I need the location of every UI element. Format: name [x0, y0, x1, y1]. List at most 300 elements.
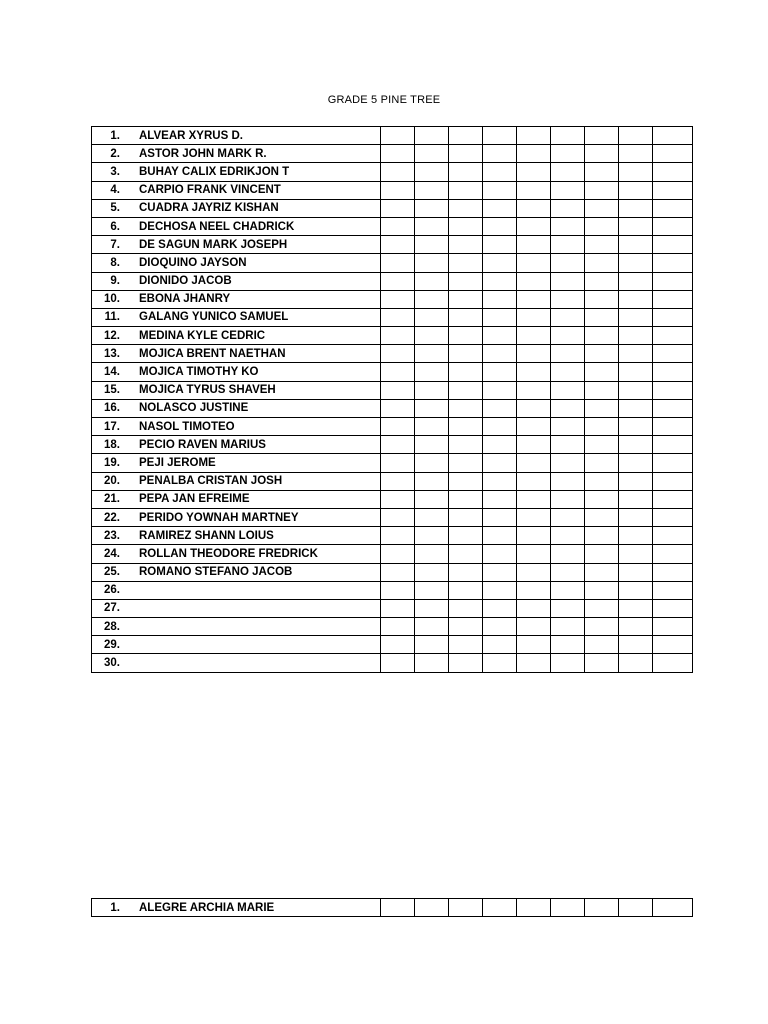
- mark-cell[interactable]: [449, 508, 483, 526]
- mark-cell[interactable]: [483, 436, 517, 454]
- mark-cell[interactable]: [619, 345, 653, 363]
- mark-cell[interactable]: [483, 381, 517, 399]
- mark-cell[interactable]: [449, 327, 483, 345]
- mark-cell[interactable]: [381, 290, 415, 308]
- mark-cell[interactable]: [619, 418, 653, 436]
- mark-cell[interactable]: [381, 345, 415, 363]
- mark-cell[interactable]: [415, 618, 449, 636]
- mark-cell[interactable]: [381, 527, 415, 545]
- mark-cell[interactable]: [585, 654, 619, 672]
- mark-cell[interactable]: [517, 272, 551, 290]
- mark-cell[interactable]: [415, 899, 449, 917]
- mark-cell[interactable]: [653, 527, 693, 545]
- student-name-cell: [92, 217, 381, 235]
- mark-cell[interactable]: [381, 363, 415, 381]
- mark-cell[interactable]: [585, 272, 619, 290]
- mark-cell[interactable]: [483, 472, 517, 490]
- row-number: 9.: [110, 275, 120, 288]
- mark-cell[interactable]: [449, 127, 483, 145]
- mark-cell[interactable]: [415, 199, 449, 217]
- mark-cell[interactable]: [483, 163, 517, 181]
- mark-cell[interactable]: [483, 654, 517, 672]
- mark-cell[interactable]: [619, 563, 653, 581]
- mark-cell[interactable]: [381, 308, 415, 326]
- mark-cell[interactable]: [653, 581, 693, 599]
- table-row: [92, 418, 693, 436]
- mark-cell[interactable]: [619, 636, 653, 654]
- mark-cell[interactable]: [483, 618, 517, 636]
- mark-cell[interactable]: [585, 308, 619, 326]
- mark-cell[interactable]: [449, 545, 483, 563]
- mark-cell[interactable]: [551, 127, 585, 145]
- mark-cell[interactable]: [415, 272, 449, 290]
- mark-cell[interactable]: [585, 472, 619, 490]
- mark-cell[interactable]: [483, 217, 517, 235]
- mark-cell[interactable]: [381, 381, 415, 399]
- mark-cell[interactable]: [381, 327, 415, 345]
- mark-cell[interactable]: [551, 618, 585, 636]
- mark-cell[interactable]: [585, 899, 619, 917]
- mark-cell[interactable]: [483, 236, 517, 254]
- mark-cell[interactable]: [585, 508, 619, 526]
- mark-cell[interactable]: [585, 599, 619, 617]
- mark-cell[interactable]: [619, 163, 653, 181]
- row-number: 24.: [104, 547, 120, 560]
- mark-cell[interactable]: [415, 472, 449, 490]
- mark-cell[interactable]: [551, 163, 585, 181]
- mark-cell[interactable]: [415, 308, 449, 326]
- mark-cell[interactable]: [551, 527, 585, 545]
- mark-cell[interactable]: [585, 363, 619, 381]
- mark-cell[interactable]: [551, 418, 585, 436]
- mark-cell[interactable]: [619, 581, 653, 599]
- mark-cell[interactable]: [517, 327, 551, 345]
- mark-cell[interactable]: [381, 581, 415, 599]
- mark-cell[interactable]: [483, 899, 517, 917]
- mark-cell[interactable]: [483, 308, 517, 326]
- mark-cell[interactable]: [551, 581, 585, 599]
- mark-cell[interactable]: [585, 418, 619, 436]
- mark-cell[interactable]: [483, 345, 517, 363]
- mark-cell[interactable]: [381, 127, 415, 145]
- student-name: GALANG YUNICO SAMUEL: [139, 311, 289, 324]
- mark-cell[interactable]: [551, 290, 585, 308]
- mark-cell[interactable]: [415, 254, 449, 272]
- mark-cell[interactable]: [415, 454, 449, 472]
- mark-cell[interactable]: [585, 327, 619, 345]
- mark-cell[interactable]: [517, 454, 551, 472]
- mark-cell[interactable]: [551, 654, 585, 672]
- mark-cell[interactable]: [619, 436, 653, 454]
- mark-cell[interactable]: [619, 490, 653, 508]
- mark-cell[interactable]: [551, 454, 585, 472]
- table-row: [92, 508, 693, 526]
- mark-cell[interactable]: [517, 545, 551, 563]
- mark-cell[interactable]: [449, 199, 483, 217]
- mark-cell[interactable]: [517, 199, 551, 217]
- mark-cell[interactable]: [585, 563, 619, 581]
- mark-cell[interactable]: [551, 145, 585, 163]
- mark-cell[interactable]: [585, 254, 619, 272]
- mark-cell[interactable]: [381, 454, 415, 472]
- mark-cell[interactable]: [619, 618, 653, 636]
- mark-cell[interactable]: [517, 181, 551, 199]
- mark-cell[interactable]: [585, 163, 619, 181]
- mark-cell[interactable]: [449, 490, 483, 508]
- mark-cell[interactable]: [415, 654, 449, 672]
- mark-cell[interactable]: [517, 618, 551, 636]
- mark-cell[interactable]: [653, 236, 693, 254]
- mark-cell[interactable]: [653, 454, 693, 472]
- mark-cell[interactable]: [483, 599, 517, 617]
- mark-cell[interactable]: [415, 163, 449, 181]
- mark-cell[interactable]: [517, 308, 551, 326]
- mark-cell[interactable]: [619, 181, 653, 199]
- table-row: [92, 399, 693, 417]
- mark-cell[interactable]: [653, 599, 693, 617]
- mark-cell[interactable]: [585, 127, 619, 145]
- mark-cell[interactable]: [585, 181, 619, 199]
- mark-cell[interactable]: [381, 599, 415, 617]
- table-row: [92, 581, 693, 599]
- mark-cell[interactable]: [483, 272, 517, 290]
- mark-cell[interactable]: [551, 636, 585, 654]
- mark-cell[interactable]: [551, 599, 585, 617]
- student-name-cell: [92, 563, 381, 581]
- mark-cell[interactable]: [619, 236, 653, 254]
- mark-cell[interactable]: [415, 327, 449, 345]
- mark-cell[interactable]: [551, 472, 585, 490]
- row-number: 5.: [110, 202, 120, 215]
- mark-cell[interactable]: [653, 217, 693, 235]
- mark-cell[interactable]: [449, 145, 483, 163]
- mark-cell[interactable]: [381, 181, 415, 199]
- mark-cell[interactable]: [517, 290, 551, 308]
- mark-cell[interactable]: [585, 290, 619, 308]
- mark-cell[interactable]: [619, 145, 653, 163]
- mark-cell[interactable]: [653, 199, 693, 217]
- mark-cell[interactable]: [415, 345, 449, 363]
- mark-cell[interactable]: [585, 436, 619, 454]
- mark-cell[interactable]: [653, 899, 693, 917]
- mark-cell[interactable]: [517, 599, 551, 617]
- mark-cell[interactable]: [483, 145, 517, 163]
- mark-cell[interactable]: [653, 127, 693, 145]
- mark-cell[interactable]: [381, 899, 415, 917]
- mark-cell[interactable]: [483, 636, 517, 654]
- table-row: [92, 490, 693, 508]
- mark-cell[interactable]: [415, 563, 449, 581]
- mark-cell[interactable]: [381, 618, 415, 636]
- mark-cell[interactable]: [619, 327, 653, 345]
- mark-cell[interactable]: [381, 418, 415, 436]
- mark-cell[interactable]: [653, 345, 693, 363]
- mark-cell[interactable]: [449, 290, 483, 308]
- mark-cell[interactable]: [619, 199, 653, 217]
- mark-cell[interactable]: [551, 272, 585, 290]
- mark-cell[interactable]: [551, 199, 585, 217]
- mark-cell[interactable]: [585, 454, 619, 472]
- mark-cell[interactable]: [483, 363, 517, 381]
- mark-cell[interactable]: [551, 563, 585, 581]
- mark-cell[interactable]: [381, 636, 415, 654]
- row-number: 29.: [104, 638, 120, 651]
- student-name-cell: [92, 490, 381, 508]
- mark-cell[interactable]: [381, 563, 415, 581]
- student-name-cell: [92, 899, 381, 917]
- mark-cell[interactable]: [381, 654, 415, 672]
- mark-cell[interactable]: [517, 217, 551, 235]
- mark-cell[interactable]: [653, 327, 693, 345]
- mark-cell[interactable]: [619, 290, 653, 308]
- mark-cell[interactable]: [449, 254, 483, 272]
- student-name-cell: [92, 363, 381, 381]
- mark-cell[interactable]: [449, 181, 483, 199]
- mark-cell[interactable]: [551, 508, 585, 526]
- mark-cell[interactable]: [483, 454, 517, 472]
- mark-cell[interactable]: [653, 654, 693, 672]
- mark-cell[interactable]: [517, 381, 551, 399]
- mark-cell[interactable]: [415, 418, 449, 436]
- mark-cell[interactable]: [517, 581, 551, 599]
- mark-cell[interactable]: [381, 490, 415, 508]
- mark-cell[interactable]: [483, 490, 517, 508]
- mark-cell[interactable]: [517, 654, 551, 672]
- mark-cell[interactable]: [449, 563, 483, 581]
- mark-cell[interactable]: [449, 399, 483, 417]
- mark-cell[interactable]: [619, 217, 653, 235]
- mark-cell[interactable]: [551, 399, 585, 417]
- mark-cell[interactable]: [585, 399, 619, 417]
- mark-cell[interactable]: [483, 181, 517, 199]
- mark-cell[interactable]: [619, 899, 653, 917]
- mark-cell[interactable]: [517, 490, 551, 508]
- mark-cell[interactable]: [517, 254, 551, 272]
- mark-cell[interactable]: [653, 163, 693, 181]
- mark-cell[interactable]: [483, 527, 517, 545]
- mark-cell[interactable]: [415, 217, 449, 235]
- mark-cell[interactable]: [381, 545, 415, 563]
- mark-cell[interactable]: [415, 490, 449, 508]
- mark-cell[interactable]: [483, 563, 517, 581]
- mark-cell[interactable]: [619, 381, 653, 399]
- mark-cell[interactable]: [619, 472, 653, 490]
- mark-cell[interactable]: [415, 508, 449, 526]
- mark-cell[interactable]: [517, 345, 551, 363]
- mark-cell[interactable]: [517, 163, 551, 181]
- mark-cell[interactable]: [483, 199, 517, 217]
- mark-cell[interactable]: [653, 436, 693, 454]
- mark-cell[interactable]: [585, 236, 619, 254]
- mark-cell[interactable]: [381, 236, 415, 254]
- mark-cell[interactable]: [551, 308, 585, 326]
- mark-cell[interactable]: [415, 145, 449, 163]
- mark-cell[interactable]: [551, 545, 585, 563]
- table-row: [92, 436, 693, 454]
- mark-cell[interactable]: [415, 527, 449, 545]
- mark-cell[interactable]: [415, 636, 449, 654]
- mark-cell[interactable]: [619, 599, 653, 617]
- mark-cell[interactable]: [517, 436, 551, 454]
- mark-cell[interactable]: [415, 127, 449, 145]
- mark-cell[interactable]: [619, 508, 653, 526]
- mark-cell[interactable]: [619, 254, 653, 272]
- mark-cell[interactable]: [619, 399, 653, 417]
- mark-cell[interactable]: [381, 399, 415, 417]
- mark-cell[interactable]: [653, 381, 693, 399]
- mark-cell[interactable]: [517, 472, 551, 490]
- row-number: 30.: [104, 657, 120, 670]
- mark-cell[interactable]: [653, 618, 693, 636]
- mark-cell[interactable]: [517, 636, 551, 654]
- mark-cell[interactable]: [551, 254, 585, 272]
- mark-cell[interactable]: [585, 381, 619, 399]
- mark-cell[interactable]: [449, 636, 483, 654]
- mark-cell[interactable]: [653, 418, 693, 436]
- mark-cell[interactable]: [585, 545, 619, 563]
- mark-cell[interactable]: [653, 272, 693, 290]
- mark-cell[interactable]: [449, 381, 483, 399]
- mark-cell[interactable]: [449, 272, 483, 290]
- mark-cell[interactable]: [551, 436, 585, 454]
- mark-cell[interactable]: [653, 290, 693, 308]
- mark-cell[interactable]: [483, 290, 517, 308]
- student-name-cell: [92, 381, 381, 399]
- mark-cell[interactable]: [551, 490, 585, 508]
- mark-cell[interactable]: [449, 217, 483, 235]
- mark-cell[interactable]: [551, 363, 585, 381]
- mark-cell[interactable]: [619, 308, 653, 326]
- mark-cell[interactable]: [517, 508, 551, 526]
- table-row: [92, 345, 693, 363]
- mark-cell[interactable]: [653, 254, 693, 272]
- mark-cell[interactable]: [585, 199, 619, 217]
- mark-cell[interactable]: [449, 472, 483, 490]
- mark-cell[interactable]: [381, 508, 415, 526]
- mark-cell[interactable]: [585, 490, 619, 508]
- mark-cell[interactable]: [653, 508, 693, 526]
- mark-cell[interactable]: [653, 545, 693, 563]
- mark-cell[interactable]: [415, 381, 449, 399]
- row-number: 18.: [104, 438, 120, 451]
- mark-cell[interactable]: [483, 127, 517, 145]
- mark-cell[interactable]: [381, 145, 415, 163]
- mark-cell[interactable]: [449, 527, 483, 545]
- mark-cell[interactable]: [653, 563, 693, 581]
- mark-cell[interactable]: [517, 127, 551, 145]
- mark-cell[interactable]: [551, 236, 585, 254]
- mark-cell[interactable]: [449, 308, 483, 326]
- mark-cell[interactable]: [415, 436, 449, 454]
- mark-cell[interactable]: [381, 199, 415, 217]
- mark-cell[interactable]: [483, 545, 517, 563]
- mark-cell[interactable]: [415, 363, 449, 381]
- mark-cell[interactable]: [619, 272, 653, 290]
- mark-cell[interactable]: [551, 217, 585, 235]
- mark-cell[interactable]: [381, 217, 415, 235]
- mark-cell[interactable]: [449, 899, 483, 917]
- mark-cell[interactable]: [449, 618, 483, 636]
- mark-cell[interactable]: [381, 436, 415, 454]
- mark-cell[interactable]: [619, 127, 653, 145]
- mark-cell[interactable]: [415, 290, 449, 308]
- mark-cell[interactable]: [381, 163, 415, 181]
- mark-cell[interactable]: [619, 454, 653, 472]
- mark-cell[interactable]: [585, 145, 619, 163]
- mark-cell[interactable]: [551, 181, 585, 199]
- mark-cell[interactable]: [517, 145, 551, 163]
- mark-cell[interactable]: [653, 636, 693, 654]
- mark-cell[interactable]: [585, 636, 619, 654]
- mark-cell[interactable]: [449, 363, 483, 381]
- mark-cell[interactable]: [619, 654, 653, 672]
- mark-cell[interactable]: [449, 599, 483, 617]
- mark-cell[interactable]: [483, 418, 517, 436]
- mark-cell[interactable]: [517, 418, 551, 436]
- mark-cell[interactable]: [551, 345, 585, 363]
- mark-cell[interactable]: [585, 618, 619, 636]
- mark-cell[interactable]: [483, 399, 517, 417]
- mark-cell[interactable]: [653, 490, 693, 508]
- mark-cell[interactable]: [449, 581, 483, 599]
- mark-cell[interactable]: [483, 581, 517, 599]
- mark-cell[interactable]: [585, 217, 619, 235]
- mark-cell[interactable]: [653, 399, 693, 417]
- mark-cell[interactable]: [517, 527, 551, 545]
- mark-cell[interactable]: [653, 145, 693, 163]
- mark-cell[interactable]: [619, 527, 653, 545]
- mark-cell[interactable]: [449, 236, 483, 254]
- mark-cell[interactable]: [585, 527, 619, 545]
- mark-cell[interactable]: [517, 563, 551, 581]
- mark-cell[interactable]: [619, 545, 653, 563]
- mark-cell[interactable]: [653, 308, 693, 326]
- mark-cell[interactable]: [415, 581, 449, 599]
- mark-cell[interactable]: [585, 345, 619, 363]
- mark-cell[interactable]: [381, 254, 415, 272]
- mark-cell[interactable]: [415, 181, 449, 199]
- mark-cell[interactable]: [551, 899, 585, 917]
- mark-cell[interactable]: [381, 272, 415, 290]
- mark-cell[interactable]: [517, 236, 551, 254]
- mark-cell[interactable]: [483, 508, 517, 526]
- mark-cell[interactable]: [449, 163, 483, 181]
- mark-cell[interactable]: [415, 545, 449, 563]
- mark-cell[interactable]: [619, 363, 653, 381]
- mark-cell[interactable]: [449, 345, 483, 363]
- mark-cell[interactable]: [517, 399, 551, 417]
- mark-cell[interactable]: [483, 327, 517, 345]
- mark-cell[interactable]: [551, 327, 585, 345]
- mark-cell[interactable]: [585, 581, 619, 599]
- mark-cell[interactable]: [449, 436, 483, 454]
- mark-cell[interactable]: [381, 472, 415, 490]
- mark-cell[interactable]: [653, 472, 693, 490]
- mark-cell[interactable]: [517, 363, 551, 381]
- mark-cell[interactable]: [551, 381, 585, 399]
- mark-cell[interactable]: [653, 363, 693, 381]
- mark-cell[interactable]: [517, 899, 551, 917]
- mark-cell[interactable]: [449, 418, 483, 436]
- mark-cell[interactable]: [415, 599, 449, 617]
- mark-cell[interactable]: [449, 454, 483, 472]
- mark-cell[interactable]: [653, 181, 693, 199]
- mark-cell[interactable]: [415, 236, 449, 254]
- mark-cell[interactable]: [415, 399, 449, 417]
- student-name: MOJICA TYRUS SHAVEH: [139, 384, 276, 397]
- mark-cell[interactable]: [449, 654, 483, 672]
- mark-cell[interactable]: [483, 254, 517, 272]
